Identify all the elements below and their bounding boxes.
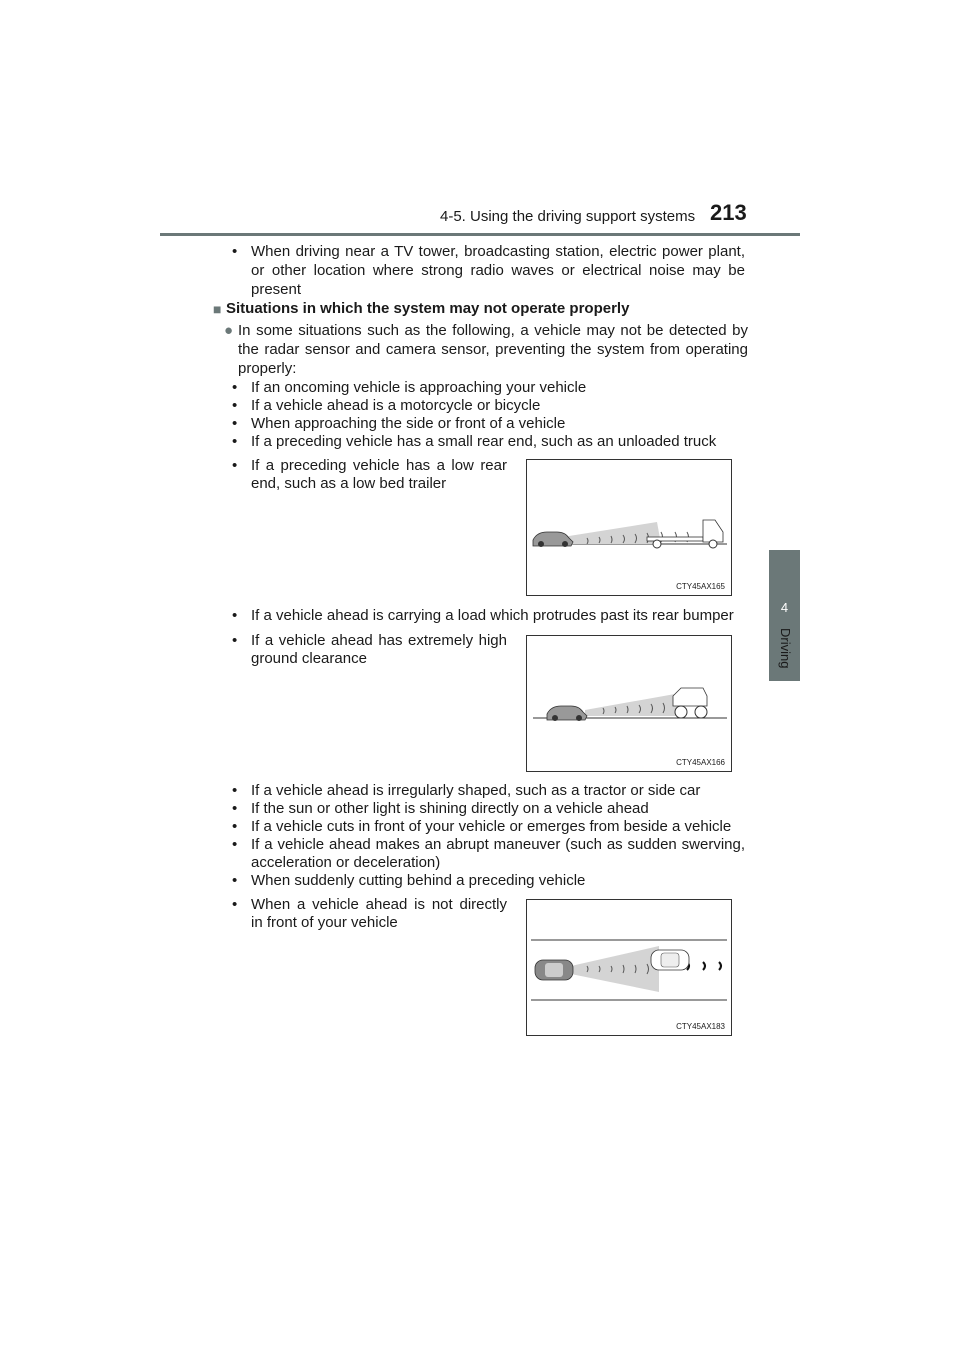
figure-code: CTY45AX165 (676, 582, 725, 591)
section-title: 4-5. Using the driving support systems (440, 208, 696, 225)
figure-high-clearance (526, 635, 732, 772)
figure-code: CTY45AX183 (676, 1022, 725, 1031)
intro-line-3: present (251, 281, 302, 298)
para-line-2: the radar sensor and camera sensor, preventing the system from operating (238, 341, 748, 358)
list-item: When suddenly cutting behind a preceding vehicle (251, 872, 586, 889)
para-line-3: properly: (238, 360, 297, 377)
bullet-marker: • (232, 433, 238, 450)
bullet-marker: • (232, 632, 238, 649)
list-item: When approaching the side or front of a vehicle (251, 415, 566, 432)
list-item: If a vehicle ahead is carrying a load which protrudes past its rear bumper (251, 607, 734, 624)
intro-line-1: When driving near a TV tower, broadcasting station, electric power plant, (251, 243, 745, 260)
bullet-marker: • (232, 896, 238, 913)
intro-line-2: or other location where strong radio waves or electrical noise may be (251, 262, 745, 279)
list-item-continuation: acceleration or deceleration) (251, 854, 441, 871)
bullet-marker: • (232, 800, 238, 817)
illustration-low-bed-trailer (527, 460, 733, 597)
fig3-caption-line-2: in front of your vehicle (251, 914, 398, 931)
fig3-caption-line-1: When a vehicle ahead is not directly (251, 896, 507, 913)
header-divider (160, 233, 800, 236)
fig2-caption-line-2: ground clearance (251, 650, 367, 667)
figure-low-bed-trailer (526, 459, 732, 596)
fig1-caption-line-1: If a preceding vehicle has a low rear (251, 457, 507, 474)
list-item: If an oncoming vehicle is approaching your vehicle (251, 379, 587, 396)
chapter-number: 4 (780, 600, 789, 615)
bullet-marker: • (232, 379, 238, 396)
bullet-marker: • (232, 872, 238, 889)
bullet-marker: • (232, 397, 238, 414)
bullet-marker: • (232, 457, 238, 474)
list-item: If a vehicle ahead makes an abrupt maneuver (such as sudden swerving, (251, 836, 745, 853)
bullet-marker: • (232, 818, 238, 835)
list-item: If a vehicle ahead is a motorcycle or bicycle (251, 397, 541, 414)
list-item: If a vehicle cuts in front of your vehicle or emerges from beside a vehicle (251, 818, 732, 835)
bullet-marker: • (232, 243, 238, 260)
heading-square-icon: ■ (213, 301, 222, 317)
illustration-offset-vehicle (527, 900, 733, 1037)
bullet-marker: • (232, 415, 238, 432)
list-item: If the sun or other light is shining directly on a vehicle ahead (251, 800, 649, 817)
bullet-marker: • (232, 782, 238, 799)
bullet-marker: • (232, 607, 238, 624)
para-line-1: In some situations such as the following, a vehicle may not be detected by (238, 322, 748, 339)
fig2-caption-line-1: If a vehicle ahead has extremely high (251, 632, 507, 649)
list-item: If a vehicle ahead is irregularly shaped, such as a tractor or side car (251, 782, 701, 799)
figure-offset-vehicle (526, 899, 732, 1036)
paragraph-dot-icon: ● (224, 322, 234, 339)
figure-code: CTY45AX166 (676, 758, 725, 767)
list-item: If a preceding vehicle has a small rear end, such as an unloaded truck (251, 433, 717, 450)
fig1-caption-line-2: end, such as a low bed trailer (251, 475, 447, 492)
section-heading: Situations in which the system may not operate properly (226, 300, 630, 317)
page-number: 213 (710, 200, 747, 225)
bullet-marker: • (232, 836, 238, 853)
chapter-label: Driving (778, 628, 793, 669)
illustration-high-clearance (527, 636, 733, 773)
